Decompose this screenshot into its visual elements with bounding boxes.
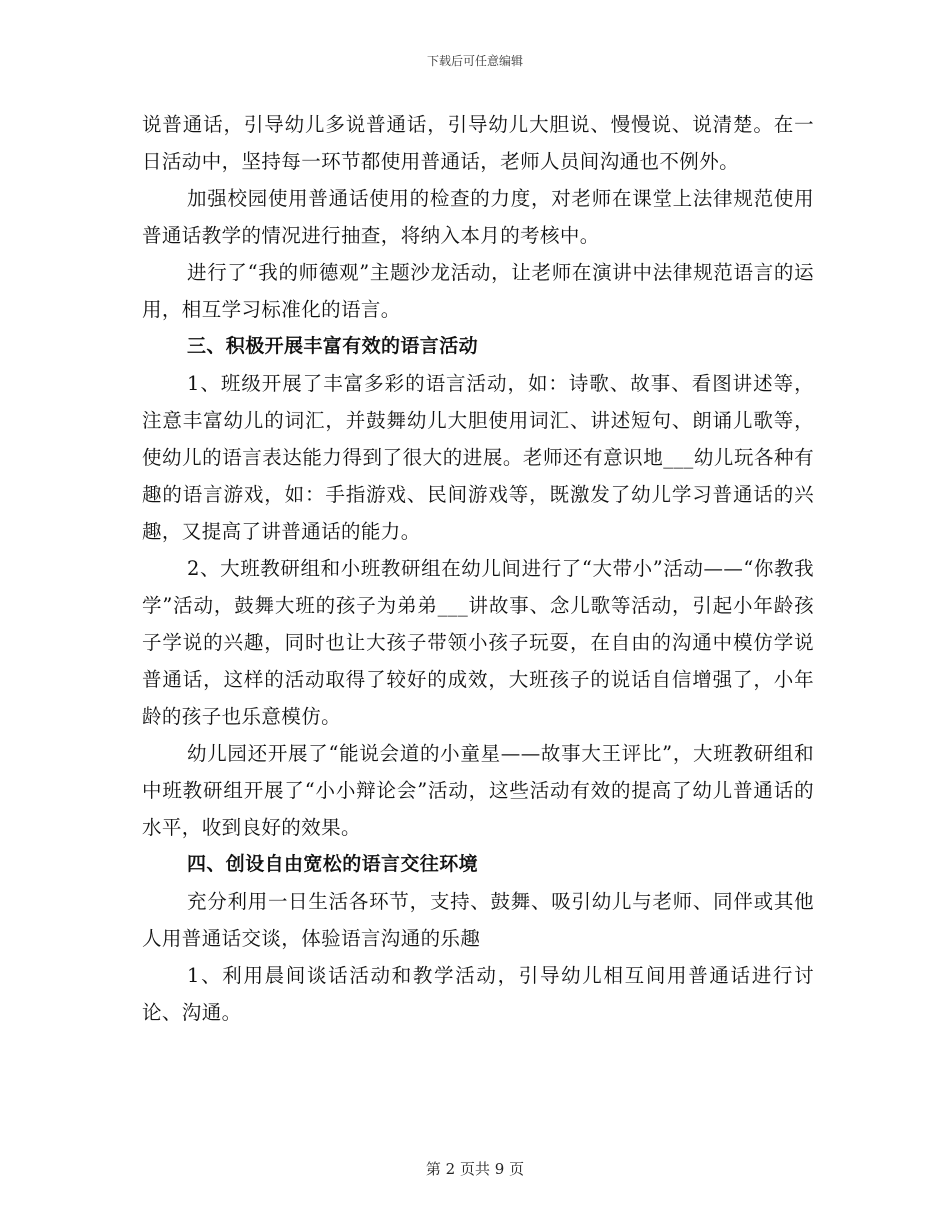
page-number: 第 2 页共 9 页 [425,1160,525,1178]
section-heading-4: 四、创设自由宽松的语言交往环境 [187,853,479,875]
paragraph-class-language-activities: 1、班级开展了丰富多彩的语言活动，如：诗歌、故事、看图讲述等，注意丰富幼儿的词汇，并鼓舞幼儿大胆使用词汇、讲述短句、朗诵儿歌等，使幼儿的语言表达能力得到了很大的进展。老师还有意识地___幼儿玩各种有趣的语言游戏，如：手指游戏、民间游戏等，既激发了幼儿学习普通话的兴趣，又提高了讲普通话的能力。 [142,372,814,543]
paragraph-morning-talk: 1、利用晨间谈话活动和教学活动，引导幼儿相互间用普通话进行讨论、沟通。 [142,964,814,1024]
paragraph-inspection: 加强校园使用普通话使用的检查的力度，对老师在课堂上法律规范使用普通话教学的情况进行抽查，将纳入本月的考核中。 [142,187,814,247]
paragraph-story-contest: 幼儿园还开展了“能说会道的小童星——故事大王评比”，大班教研组和中班教研组开展了“小小辩论会”活动，这些活动有效的提高了幼儿普通话的水平，收到良好的效果。 [142,742,814,839]
paragraph-putonghua-daily: 说普通话，引导幼儿多说普通话，引导幼儿大胆说、慢慢说、说清楚。在一日活动中，坚持每一环节都使用普通话，老师人员间沟通也不例外。 [142,113,814,173]
page-header-note: 下载后可任意编辑 [426,54,523,68]
paragraph-salon-activity: 进行了“我的师德观”主题沙龙活动，让老师在演讲中法律规范语言的运用，相互学习标准化的语言。 [142,261,814,321]
paragraph-daily-life: 充分利用一日生活各环节，支持、鼓舞、吸引幼儿与老师、同伴或其他人用普通话交谈，体验语言沟通的乐趣 [142,890,814,950]
section-heading-3: 三、积极开展丰富有效的语言活动 [187,335,479,357]
paragraph-big-helps-small: 2、大班教研组和小班教研组在幼儿间进行了“大带小”活动——“你教我学”活动，鼓舞大班的孩子为弟弟___讲故事、念儿歌等活动，引起小年龄孩子学说的兴趣，同时也让大孩子带领小孩子玩耍，在自由的沟通中模仿学说普通话，这样的活动取得了较好的成效，大班孩子的说话自信增强了，小年龄的孩子也乐意模仿。 [142,557,814,728]
document-body [142,106,814,1031]
